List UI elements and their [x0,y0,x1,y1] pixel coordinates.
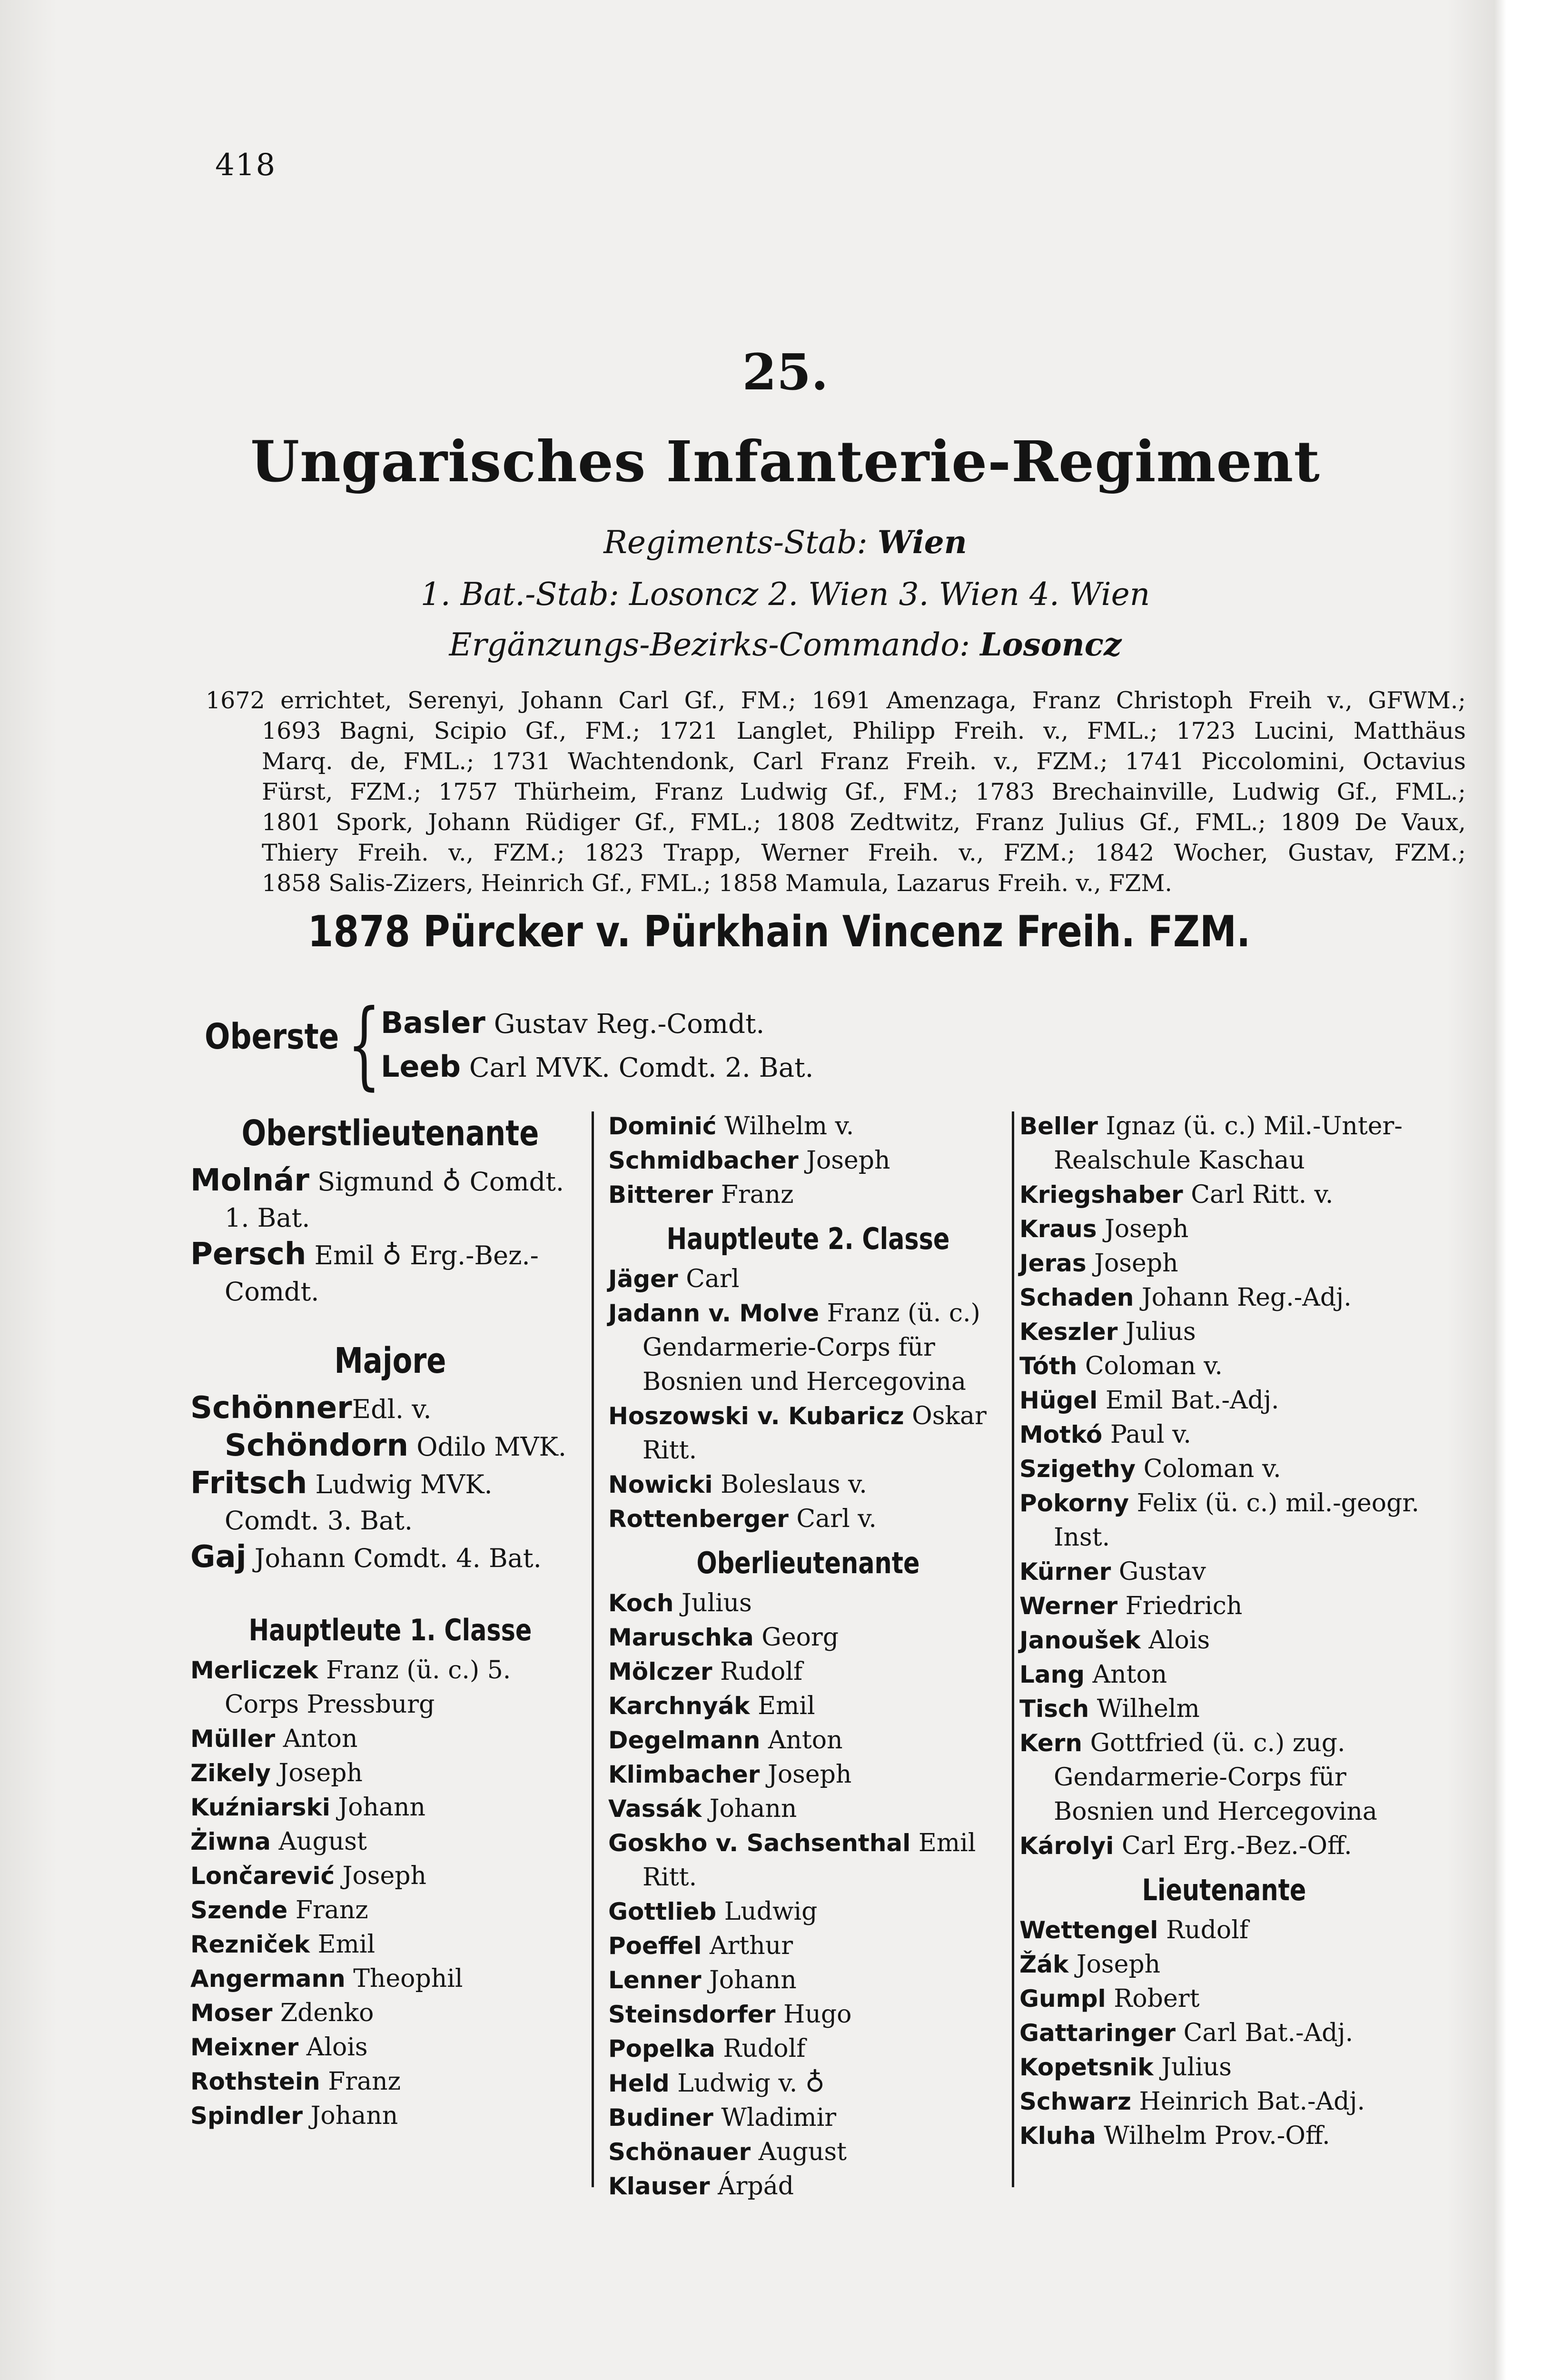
officer-name: Budiner [608,2104,713,2132]
officer-entry [608,1399,1008,1468]
officer-details: Rudolf [723,2034,806,2063]
officer-entry [1019,1589,1429,1623]
officer-details: Ludwig v. [677,2069,798,2098]
staff-place: Wien [877,524,967,561]
officer-entry [1019,1349,1429,1383]
officer-name: Poeffel [608,1932,702,1960]
officer-entry [608,1655,1008,1689]
officer-details: Rudolf [1166,1916,1249,1944]
officer-name: Kriegshaber [1019,1181,1183,1209]
officer-details: Oskar Ritt. [642,1402,987,1465]
officer-entry [608,2032,1008,2066]
officer-details: Gottfried (ü. c.) zug. Gendarmerie-Corps für Bosnien und Hercegovina [1054,1729,1377,1826]
officer-details: August [758,2138,847,2166]
officer-details: Georg [761,1623,839,1652]
officer-details: Johann [709,1795,797,1823]
officer-name: Dominić [608,1112,717,1140]
officer-name: Keszler [1019,1318,1118,1346]
officer-details: Anton [1092,1660,1167,1689]
regiment-chief: 1878 Pürcker v. Pürkhain Vincenz Freih. FZM. [307,907,1251,957]
officer-entry [1019,1212,1429,1246]
officer-name: Hoszowski v. Kubaricz [608,1402,904,1430]
history-line: 1693 Bagni, Scipio Gf., FM.; 1721 Langlet, Philipp Freih. v., FML.; 1723 Lucini, Matthäus [262,717,1466,744]
officer-details: Joseph [278,1759,363,1787]
officer-entry [1019,1913,1429,1947]
oberste-label: Oberste [205,1016,339,1057]
officer-name: Gottlieb [608,1898,717,1925]
officer-entry [190,1927,590,1962]
officer-details: Carl v. [796,1505,877,1533]
officer-post: Odilo MVK. [416,1432,567,1462]
officer-details: Franz [328,2067,401,2096]
officer-entry [608,1620,1008,1655]
officer-entry [608,1689,1008,1723]
officer-name: Zikely [190,1759,271,1787]
officer-details: Joseph [342,1862,427,1890]
officer-entry [1019,1246,1429,1280]
officer-name: Kuźniarski [190,1794,330,1821]
officer-entry [1019,1623,1429,1657]
officer-entry [1019,1555,1429,1589]
officer-name: Szende [190,1896,288,1924]
officer-name: Gattaringer [1019,2019,1176,2047]
officer-name: Szigethy [1019,1455,1136,1483]
officer-entry [1019,1109,1429,1178]
officer-name: Schönauer [608,2138,751,2166]
officer-name: Lang [1019,1661,1085,1688]
officer-details: Wilhelm v. [724,1112,854,1140]
officer-entry [190,1790,590,1825]
officer-entry [608,1262,1008,1296]
officer-entry [190,1236,590,1310]
officer-details: Ludwig MVK. Comdt. 3. Bat. [225,1469,493,1536]
officer-name: Jadann v. Molve [608,1299,820,1327]
brace-symbol: { [347,989,381,1100]
officer-entry [1019,2119,1429,2153]
officer-details: Edl. v. [352,1394,432,1424]
officer-entry [190,1162,590,1236]
officer-name: Schmidbacher [608,1147,799,1174]
officer-name: Wettengel [1019,1916,1158,1944]
officer-name: Held [608,2070,670,2097]
officer-details: Joseph [1094,1249,1178,1278]
officer-details: Robert [1114,1984,1200,2013]
officer-name: Klauser [608,2172,710,2200]
officer-details: Zdenko [280,1999,374,2027]
officer-name: Gumpl [1019,1985,1106,2013]
officer-entry [608,2066,1008,2101]
officer-entry [1019,2084,1429,2119]
officer-entry [608,2135,1008,2169]
officer-details: Johann [338,1793,426,1822]
officer-details: Johann Reg.-Adj. [1141,1283,1352,1312]
officer-entry [608,1757,1008,1792]
officer-details: Julius [1161,2053,1232,2082]
officer-name: Žák [1019,1951,1069,1978]
officer-name: Meixner [190,2033,299,2061]
section-heading-oberlieutenante: Oberlieutenante [696,1546,920,1580]
officer-details: Wilhelm [1097,1695,1200,1723]
officer-entry [1019,1418,1429,1452]
battalion-staff-line [0,576,1542,613]
officer-details: Wilhelm Prov.-Off. [1104,2122,1330,2150]
officer-entry [190,1825,590,1859]
officer-details: Joseph [806,1146,890,1175]
column-divider [592,1111,594,2187]
officer-entry [608,1502,1008,1536]
officer-details: Friedrich [1125,1592,1243,1620]
officer-details: Alois [1148,1626,1210,1655]
officer-entry [608,1826,1008,1894]
section-heading-oberstlieutenante: Oberstlieutenante [241,1113,539,1154]
officer-details: Franz [721,1180,794,1209]
battalions-label: 1. Bat.-Stab: [420,576,619,613]
decoration-icon: ♁ [805,2067,825,2098]
officer-entry [1019,2050,1429,2084]
officer-name: Rezniček [190,1931,310,1958]
officer-name: Mölczer [608,1658,712,1686]
officer-name: Rothstein [190,2068,320,2095]
officer-details: Emil Ritt. [642,1829,976,1892]
officer-name: Bitterer [608,1181,713,1209]
officer-details: Carl Erg.-Bez.-Off. [1121,1832,1352,1860]
officer-name: Angermann [190,1965,346,1993]
officer-name: Gaj [190,1539,247,1575]
officer-name: Pokorny [1019,1489,1129,1517]
officer-details: Joseph [1076,1950,1161,1979]
officer-details: Franz [295,1896,368,1924]
officer-entry [1019,1280,1429,1315]
regiment-staff-line [0,524,1542,561]
officer-name: Müller [190,1725,276,1753]
erg-label: Ergänzungs-Bezirks-Commando: [449,626,970,663]
oberst-entry [381,1049,813,1084]
officer-details: Johann [709,1966,797,1994]
officer-details: Carl [686,1265,740,1293]
regiment-number: 25. [742,343,829,401]
officer-name: Nowicki [608,1471,713,1498]
officer-name: Degelmann [608,1726,761,1754]
officer-details: Gustav [1118,1557,1206,1586]
officer-details: Coloman v. [1085,1352,1223,1380]
column-2 [608,1109,1008,2203]
officer-name: Kraus [1019,1215,1097,1243]
officer-entry [190,1390,590,1465]
officer-details: Julius [1125,1318,1196,1346]
officer-details: Johann Comdt. 4. Bat. [254,1543,542,1573]
officer-entry [608,1296,1008,1399]
officer-name: Károlyi [1019,1832,1114,1860]
section-heading-lieutenante: Lieutenante [1142,1873,1306,1907]
staff-label: Regiments-Stab: [603,524,868,561]
officer-entry [608,1468,1008,1502]
officer-details: Árpád [718,2172,794,2201]
officer-entry [608,1963,1008,1997]
battalions-text: Losoncz 2. Wien 3. Wien 4. Wien [629,576,1150,613]
officer-details: Johann [310,2102,398,2130]
officer-name: Persch [190,1237,306,1272]
officer-entry [1019,1982,1429,2016]
officer-name: Jäger [608,1265,678,1293]
officer-entry [608,1723,1008,1757]
officer-entry [1019,1178,1429,1212]
officer-entry [608,1178,1008,1212]
section-heading-majore: Majore [334,1340,446,1381]
officer-entry [190,1465,590,1539]
officer-entry [608,1929,1008,1963]
officer-details: Boleslaus v. [721,1470,867,1499]
officer-name: Kern [1019,1729,1083,1757]
officer-entry [1019,1315,1429,1349]
officer-name: Schwarz [1019,2088,1131,2115]
officer-name: Schönner [190,1390,352,1426]
officer-details: Anton [768,1726,843,1755]
officer-details: Sigmund [317,1167,434,1197]
officer-name: Kürner [1019,1558,1111,1586]
officer-name: Popelka [608,2035,715,2063]
officer-entry [190,1962,590,1996]
column-1 [190,1109,590,2133]
officer-details: Carl Bat.-Adj. [1183,2019,1354,2047]
officer-details: Carl MVK. Comdt. 2. Bat. [469,1052,814,1083]
regiment-title: Ungarisches Infanterie-Regiment [250,428,1320,495]
officer-name: Klimbacher [608,1761,760,1788]
column-3 [1019,1109,1429,2153]
officer-details: Paul v. [1110,1420,1191,1449]
officer-details: Joseph [1105,1215,1189,1243]
officer-name-2: Schöndorn [225,1428,409,1463]
officer-details: Anton [283,1725,358,1753]
officer-entry [190,1756,590,1790]
officer-entry [190,2064,590,2099]
decoration-icon: ♁ [442,1166,462,1197]
officer-entry [1019,2016,1429,2050]
officer-details: Franz (ü. c.) Gendarmerie-Corps für Bosnien und Hercegovina [642,1299,980,1396]
officer-name: Karchnyák [608,1692,750,1720]
officer-entry [608,1792,1008,1826]
officer-name: Molnár [190,1163,309,1198]
officer-name: Janoušek [1019,1626,1141,1654]
officer-details: Ignaz (ü. c.) Mil.-Unter-Realschule Kaschau [1054,1112,1403,1175]
officer-name: Goskho v. Sachsenthal [608,1829,911,1857]
column-divider [1012,1111,1014,2187]
decoration-icon: ♁ [382,1240,402,1271]
officer-entry [1019,1829,1429,1863]
officer-name: Steinsdorfer [608,2001,776,2028]
officer-name: Hügel [1019,1387,1098,1414]
officer-name: Jeras [1019,1250,1087,1277]
oberst-entry [381,1005,764,1040]
officer-name: Maruschka [608,1624,754,1651]
officer-details: Joseph [768,1760,852,1789]
officer-details: Theophil [353,1964,463,1993]
officer-name: Fritsch [190,1466,307,1501]
officer-entry [190,1859,590,1893]
officer-name: Kopetsnik [1019,2053,1154,2081]
officer-details: Emil Bat.-Adj. [1105,1386,1279,1415]
erg-command-line [0,626,1542,663]
officer-details: Ludwig [724,1897,818,1926]
officer-details: Emil [317,1930,376,1959]
officer-name: Lenner [608,1966,702,1994]
page-number: 418 [215,148,277,183]
history-line: Fürst, FZM.; 1757 Thürheim, Franz Ludwig Gf., FM.; 1783 Brechainville, Ludwig Gf., FML.; [262,778,1466,805]
officer-entry [608,1586,1008,1620]
officer-entry [190,1653,590,1722]
officer-entry [1019,1726,1429,1829]
officer-entry [608,2101,1008,2135]
officer-name: Beller [1019,1112,1098,1140]
officer-name: Merliczek [190,1656,318,1684]
officer-entry [608,2169,1008,2203]
officer-details: Emil [758,1692,815,1720]
history-line: 1858 Salis-Zizers, Heinrich Gf., FML.; 1858 Mamula, Lazarus Freih. v., FZM. [262,870,1173,897]
officer-name: Kluha [1019,2122,1096,2150]
officer-name: Schaden [1019,1284,1134,1311]
officer-name: Tisch [1019,1695,1089,1723]
officer-details: Felix (ü. c.) mil.-geogr. Inst. [1054,1489,1420,1552]
officer-entry [190,1722,590,1756]
officer-entry [608,1894,1008,1929]
officer-name: Vassák [608,1795,702,1823]
officer-post: Comdt. 1. Bat. [225,1167,564,1233]
officer-name: Motkó [1019,1421,1103,1448]
officer-details: Rudolf [720,1657,803,1686]
officer-details: Coloman v. [1143,1455,1281,1483]
history-line: Thiery Freih. v., FZM.; 1823 Trapp, Werner Freih. v., FZM.; 1842 Wocher, Gustav, FZM.; [262,839,1466,866]
officer-details: Arthur [710,1932,793,1960]
officer-details: Julius [681,1589,752,1617]
officer-name: Basler [381,1005,485,1040]
officer-entry [1019,1486,1429,1555]
officer-name: Moser [190,1999,273,2027]
officer-entry [1019,1452,1429,1486]
officer-details: Carl Ritt. v. [1191,1180,1334,1209]
officer-details: Franz (ü. c.) 5. Corps Pressburg [225,1656,511,1719]
officer-name: Werner [1019,1592,1118,1620]
history-line: 1801 Spork, Johann Rüdiger Gf., FML.; 1808 Zedtwitz, Franz Julius Gf., FML.; 1809 De Vaux, [262,809,1466,836]
section-heading-hauptleute-1: Hauptleute 1. Classe [248,1613,532,1647]
officer-entry [190,1893,590,1927]
officer-details: Hugo [783,2000,852,2029]
officer-entry [608,1143,1008,1178]
officer-entry [190,1996,590,2030]
officer-name: Koch [608,1589,674,1617]
officer-details: Wladimir [721,2103,837,2132]
history-line: 1672 errichtet, Serenyi, Johann Carl Gf., FM.; 1691 Amenzaga, Franz Christoph Freih v., GFWM.; [206,687,1466,714]
history-line: Marq. de, FML.; 1731 Wachtendonk, Carl Franz Freih. v., FZM.; 1741 Piccolomini, Octavius [262,748,1466,775]
officer-entry [608,1109,1008,1143]
section-heading-hauptleute-2: Hauptleute 2. Classe [666,1221,950,1256]
officer-name: Tóth [1019,1352,1077,1380]
officer-details: Alois [306,2033,368,2062]
officer-entry [1019,1692,1429,1726]
officer-details: August [278,1827,367,1856]
officer-name: Leeb [381,1049,461,1084]
officer-entry [1019,1947,1429,1982]
officer-entry [190,1539,590,1577]
officer-name: Lončarević [190,1862,335,1890]
officer-entry [190,2099,590,2133]
officer-details: Heinrich Bat.-Adj. [1139,2087,1365,2116]
officer-entry [1019,1657,1429,1692]
regiment-history [206,685,1466,899]
officer-details: Gustav Reg.-Comdt. [494,1009,765,1040]
erg-place: Losoncz [980,626,1122,663]
officer-details: Emil [314,1240,374,1270]
officer-name: Rottenberger [608,1505,789,1533]
officer-entry [190,2030,590,2064]
officer-post: Erg.-Bez.-Comdt. [225,1240,539,1307]
officer-name: Żiwna [190,1828,271,1855]
officer-entry [608,1997,1008,2032]
officer-name: Spindler [190,2102,303,2130]
officer-entry [1019,1383,1429,1418]
